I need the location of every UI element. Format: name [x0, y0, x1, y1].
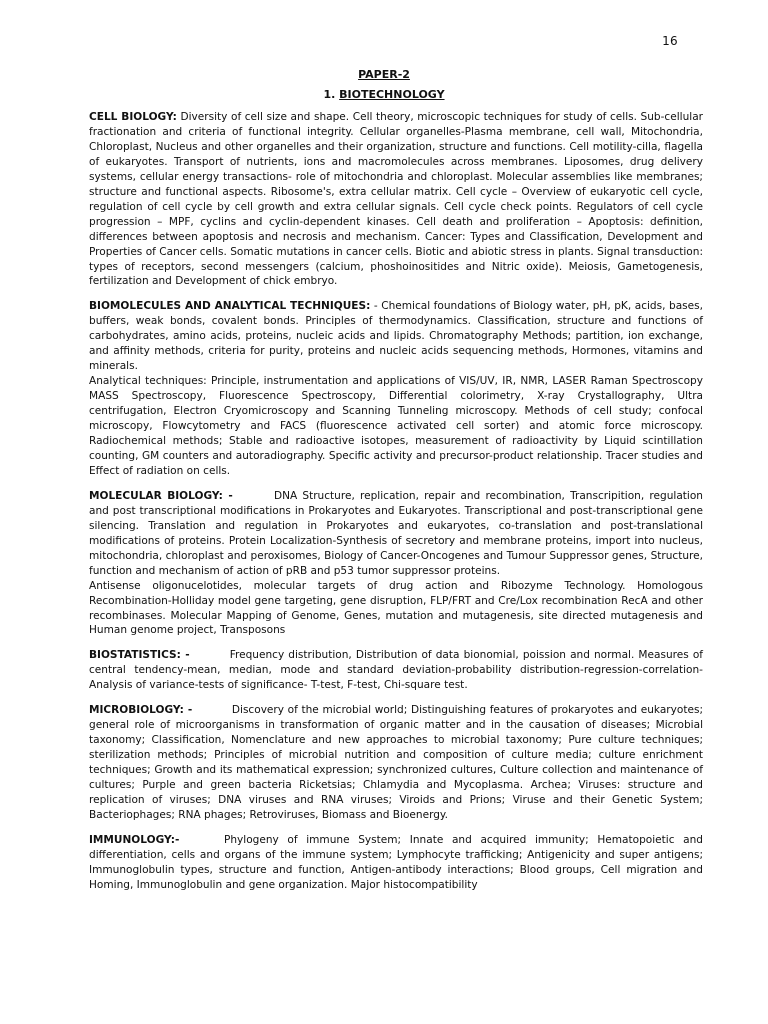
section-heading: IMMUNOLOGY:-	[89, 833, 180, 846]
subject-title	[0, 88, 768, 101]
section-text: Phylogeny of immune System; Innate and acquired immunity; Hematopoietic and differentiation, cells and organs of the immune system; Lymphocyte trafficking; Antigenicity and super antigens; Immunoglobulin types, structure and function, Antigen-antibody interactions; Blood groups, Cell migration and Homing, Immunoglobulin and gene organization. Major histocompatibility	[89, 833, 703, 891]
section-text: Frequency distribution, Distribution of data bionomial, poission and normal. Measures of central tendency-mean, median, mode and standard deviation-probability distribution-regression-correlation- Analysis of variance-tests of significance- T-test, F-test, Chi-square test.	[89, 649, 703, 692]
paper-title: PAPER-2	[358, 68, 410, 81]
page-number: 16	[662, 34, 678, 48]
section-text: Discovery of the microbial world; Distinguishing features of prokaryotes and eukaryotes; general role of microorganisms in transformation of organic matter and in the causation of diseases; Microbial taxonomy; Classification, Nomenclature and new approaches to microbial taxonomy; Pure culture techniques; sterilization methods; Principles of microbial nutrition and composition of culture media; culture enrichment techniques; Growth and its mathematical expression; synchronized cultures, Culture collection and maintenance of cultures; Purple and green bacteria Ricketsias; Chlamydia and Mycoplasma. Archea; Viruses: structure and replication of viruses; DNA viruses and RNA viruses; Viroids and Prions; Viruse and their Genetic System; Bacteriophages; RNA phages; Retroviruses, Biomass and Bioenergy.	[89, 704, 703, 821]
section-microbiology	[89, 703, 703, 823]
section-heading: BIOSTATISTICS: -	[89, 649, 190, 662]
subject-name: BIOTECHNOLOGY	[339, 88, 445, 101]
section-molecular-biology	[89, 489, 703, 639]
section-biomolecules	[89, 299, 703, 478]
section-biostatistics	[89, 648, 703, 693]
section-text: Analytical techniques: Principle, instrumentation and applications of VIS/UV, IR, NMR, LASER Raman Spectroscopy MASS Spectroscopy, Fluorescence Spectroscopy, Differential colorimetry, X-ray Crystallography, Ultra centrifugation, Electron Cryomicroscopy and Scanning Tunneling microscopy. Methods of cell study; confocal microscopy, Flowcytometry and FACS (fluorescence activated cell sorter) and atomic force microscopy. Radiochemical methods; Stable and radioactive isotopes, measurement of radioactivity by Liquid scintillation counting, GM counters and autoradiography. Specific activity and precursor-product relationship. Tracer studies and Effect of radiation on cells.	[89, 375, 703, 477]
syllabus-content	[89, 110, 703, 903]
section-text: Diversity of cell size and shape. Cell theory, microscopic techniques for study of cells. Sub-cellular fractionation and criteria of functional integrity. Cellular organelles-Plasma membrane, cell wall, Mitochondria, Chloroplast, Nucleus and other organelles and their organization, structure and functions. Cell motility-cilla, flagella of eukaryotes. Transport of nutrients, ions and macromolecules across membranes. Liposomes, drug delivery systems, cellular energy transactions- role of mitochondria and chloroplast. Molecular assemblies like membranes; structure and functional aspects. Ribosome's, extra cellular matrix. Cell cycle – Overview of eukaryotic cell cycle, regulation of cell cycle by cell growth and extra cellular signals. Cell cycle check points. Regulators of cell cycle progression – MPF, cyclins and cyclin-dependent kinases. Cell death and proliferation – Apoptosis: definition, differences between apoptosis and necrosis and mechanism. Cancer: Types and Classification, Development and Properties of Cancer cells. Somatic mutations in cancer cells. Biotic and abiotic stress in plants. Signal transduction: types of receptors, second messengers (calcium, phoshoinositides and Nitric oxide). Meiosis, Gametogenesis, fertilization and Development of chick embryo.	[89, 111, 703, 288]
section-immunology	[89, 833, 703, 893]
section-text: Antisense oligonucelotides, molecular targets of drug action and Ribozyme Technology. Homologous Recombination-Holliday model gene targeting, gene disruption, FLP/FRT and Cre/Lox recombination RecA and other recombinases. Molecular Mapping of Genome, Genes, mutation and mutagenesis, site directed mutagenesis and Human genome project, Transposons	[89, 579, 703, 637]
section-heading: MOLECULAR BIOLOGY: -	[89, 489, 233, 502]
section-heading: BIOMOLECULES AND ANALYTICAL TECHNIQUES:	[89, 300, 371, 313]
section-text: - Chemical foundations of Biology water, pH, pK, acids, bases, buffers, weak bonds, covalent bonds. Principles of thermodynamics. Classification, structure and functions of carbohydrates, amino acids, proteins, nucleic acids and lipids. Chromatography Methods; partition, ion exchange, and affinity methods, criteria for purity, proteins and nucleic acids sequencing methods, Hormones, vitamins and minerals.	[89, 300, 703, 373]
section-heading: MICROBIOLOGY: -	[89, 704, 193, 717]
section-heading: CELL BIOLOGY:	[89, 111, 177, 123]
section-text: DNA Structure, replication, repair and recombination, Transcripition, regulation and post transcriptional modifications in Prokaryotes and Eukaryotes. Transcriptional and post-transcriptional gene silencing. Translation and regulation in Prokaryotes and eukaryotes, co-translation and post-translational modifications of proteins. Protein Localization-Synthesis of secretory and membrane proteins, import into nucleus, mitochondria, chloroplast and peroxisomes, Biology of Cancer-Oncogenes and Tumour Suppressor genes, Structure, function and mechanism of action of pRB and p53 tumor suppressor proteins.	[89, 489, 703, 577]
section-cell-biology	[89, 110, 703, 289]
subject-number: 1.	[323, 88, 336, 101]
